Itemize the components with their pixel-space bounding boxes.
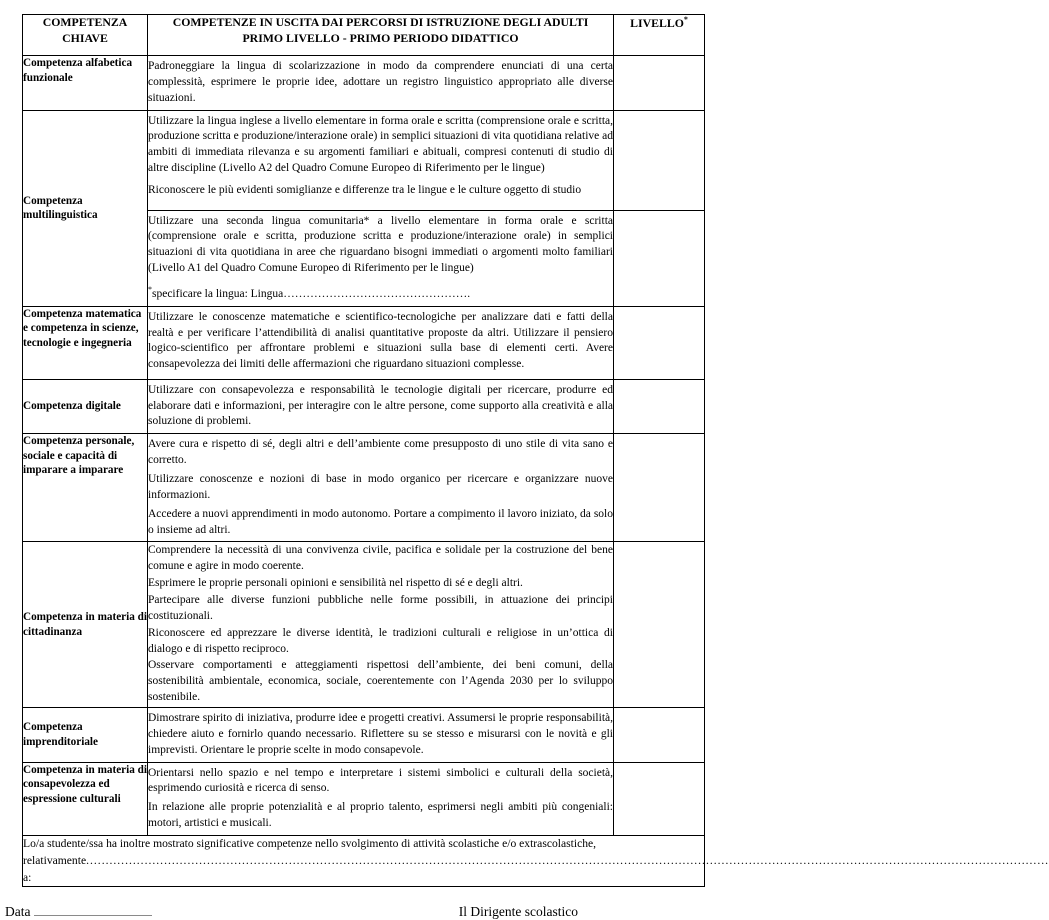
footer-text: Lo/a studente/ssa ha inoltre mostrato significative competenze nello svolgimento di attività scolastiche e/o extrascolastiche, — [23, 837, 597, 851]
livello-cell-imprenditoriale[interactable] — [614, 708, 705, 763]
description-paragraph: Utilizzare la lingua inglese a livello elementare in forma orale e scritta (comprensione orale e scritta, produzione scritta e produzione/interazione orale) in semplici situazioni di vita quotidiana relative ad ambiti di immediata rilevanza e su argomenti familiari e abituali, compresi contenuti di studio di altre discipline (Livello A2 del Quadro Comune Europeo di Riferimento per le lingue) — [148, 114, 613, 175]
row-alfabetica — [23, 56, 705, 111]
description-paragraph: Osservare comportamenti e atteggiamenti rispettosi dell’ambiente, dei beni comuni, della sostenibilità ambientale, economica, sociale, coerentemente con l’Agenda 2030 per lo sviluppo sostenibile. — [148, 659, 613, 704]
competency-table — [22, 14, 1049, 887]
description-paragraph: Accedere a nuovi apprendimenti in modo autonomo. Portare a compimento il lavoro iniziato, da solo o insieme ad altri. — [148, 507, 613, 536]
date-field — [5, 903, 152, 920]
description-paragraph: Esprimere le proprie personali opinioni e sensibilità nel rispetto di sé e degli altri. — [148, 577, 523, 590]
livello-cell-digitale[interactable] — [614, 379, 705, 434]
signature-line — [5, 903, 578, 920]
row-personale — [23, 434, 705, 542]
description-paragraph: Utilizzare le conoscenze matematiche e scientifico-tecnologiche per analizzare dati e fatti della realtà e per verificare l’attendibilità di analisi quantitative proposte da altri. Utilizzare il pensiero logico-scientifico per affrontare problemi e situazioni sulla base di elementi certi. Avere consapevolezza dei limiti delle affermazioni che riguardano situazioni complesse. — [148, 310, 613, 371]
header-competenze-line2: PRIMO LIVELLO - PRIMO PERIODO DIDATTICO — [242, 30, 519, 45]
row-digitale — [23, 379, 705, 434]
row-imprenditoriale — [23, 708, 705, 763]
description-paragraph: In relazione alle proprie potenzialità e al proprio talento, esprimersi negli ambiti più congeniali: motori, artistici e musicali. — [148, 801, 613, 830]
header-competenze-line1: COMPETENZE IN USCITA DAI PERCORSI DI ISTRUZIONE DEGLI ADULTI — [172, 15, 589, 29]
footer-cell — [23, 836, 1049, 887]
description-paragraph: Riconoscere ed apprezzare le diverse identità, le tradizioni culturali e religiose in un’ottica di dialogo e di rispetto reciproco. — [148, 626, 613, 655]
date-blank-line[interactable] — [34, 903, 152, 916]
livello-cell-seconda-lingua[interactable] — [614, 210, 705, 306]
description-digitale — [148, 379, 614, 434]
description-paragraph: Comprendere la necessità di una convivenza civile, pacifica e solidale per la costruzione del bene comune e agire in modo coerente. — [148, 544, 613, 573]
row-matematica — [23, 306, 705, 379]
footer-row — [23, 836, 705, 887]
description-personale — [148, 434, 614, 542]
competence-name-imprenditoriale: Competenza imprenditoriale — [23, 708, 148, 763]
competence-name-personale: Competenza personale, sociale e capacità di imparare a imparare — [23, 434, 148, 542]
livello-cell-consapevolezza[interactable] — [614, 762, 705, 835]
row-cittadinanza — [23, 542, 705, 708]
specify-language-line[interactable]: *specificare la lingua: Lingua…………………………………………. — [148, 285, 471, 300]
livello-cell-alfabetica[interactable] — [614, 56, 705, 111]
header-livello: LIVELLO* — [614, 15, 705, 56]
description-paragraph: Utilizzare conoscenze e nozioni di base in modo organico per ricercare e organizzare nuove informazioni. — [148, 473, 613, 501]
livello-cell-lingua-inglese[interactable] — [614, 110, 705, 210]
row-multilinguistica-inglese — [23, 110, 705, 210]
description-paragraph: Dimostrare spirito di iniziativa, produrre idee e progetti creativi. Assumersi le proprie responsabilità, chiedere aiuto e fornirlo quando necessario. Riflettere su se stesso e misurarsi con le novità e gli imprevisti. Orientare le proprie scelte in modo consapevole. — [148, 712, 613, 756]
competence-name-multilinguistica: Competenza multilinguistica — [23, 110, 148, 306]
description-seconda-lingua — [148, 210, 614, 306]
header-competenze-uscita — [148, 15, 614, 56]
row-consapevolezza — [23, 762, 705, 835]
description-imprenditoriale — [148, 708, 614, 763]
livello-cell-personale[interactable] — [614, 434, 705, 542]
competence-name-consapevolezza: Competenza in materia di consapevolezza ed espressione culturali — [23, 762, 148, 835]
description-paragraph: Avere cura e rispetto di sé, degli altri e dell’ambiente come presupposto di uno stile di vita sano e corretto. — [148, 438, 613, 467]
competence-name-digitale: Competenza digitale — [23, 379, 148, 434]
competence-name-matematica: Competenza matematica e competenza in scienze, tecnologie e ingegneria — [23, 306, 148, 379]
footer-text-label: relativamente a: — [23, 853, 87, 884]
document-page — [0, 14, 1049, 920]
description-paragraph: Padroneggiare la lingua di scolarizzazione in modo da comprendere enunciati di una certa complessità, esprimere le proprie idee, adottare un registro linguistico appropriato alle diverse situazioni. — [148, 60, 613, 104]
director-label: Il Dirigente scolastico — [458, 904, 578, 920]
description-paragraph: Orientarsi nello spazio e nel tempo e interpretare i sistemi simbolici e culturali della società, esprimendo curiosità e ricerca di senso. — [148, 766, 613, 795]
description-cittadinanza — [148, 542, 614, 708]
header-row — [23, 15, 705, 56]
competence-name-cittadinanza: Competenza in materia di cittadinanza — [23, 542, 148, 708]
competence-name-alfabetica: Competenza alfabetica funzionale — [23, 56, 148, 111]
description-paragraph: Partecipare alle diverse funzioni pubbliche nelle forme possibili, in attuazione dei principi costituzionali. — [148, 594, 613, 622]
footnote-asterisk: * — [148, 285, 152, 295]
dotted-fill-line[interactable]: ....................................................................................................................................................................................................................................................... — [86, 853, 1049, 867]
livello-cell-matematica[interactable] — [614, 306, 705, 379]
description-paragraph: Riconoscere le più evidenti somiglianze e differenze tra le lingue e le culture oggetto di studio — [148, 184, 582, 197]
description-paragraph: Utilizzare con consapevolezza e responsabilità le tecnologie digitali per ricercare, produrre ed elaborare dati e informazioni, per interagire con le altre persone, come supporto alla creatività e alla soluzione di problemi. — [148, 383, 613, 428]
description-paragraph: Utilizzare una seconda lingua comunitaria* a livello elementare in forma orale e scritta (comprensione orale e scritta, produzione scritta e produzione/interazione orale) in semplici situazioni di vita quotidiana in aree che riguardano bisogni immediati o argomenti molto familiari (Livello A1 del Quadro Comune Europeo di Riferimento per le lingue) — [148, 214, 613, 275]
description-matematica — [148, 306, 614, 379]
livello-asterisk: * — [683, 15, 688, 24]
header-competenza-chiave: COMPETENZA CHIAVE — [23, 15, 148, 56]
date-label: Data — [5, 904, 31, 920]
description-alfabetica — [148, 56, 614, 111]
livello-cell-cittadinanza[interactable] — [614, 542, 705, 708]
description-lingua-inglese — [148, 110, 614, 210]
description-consapevolezza — [148, 762, 614, 835]
